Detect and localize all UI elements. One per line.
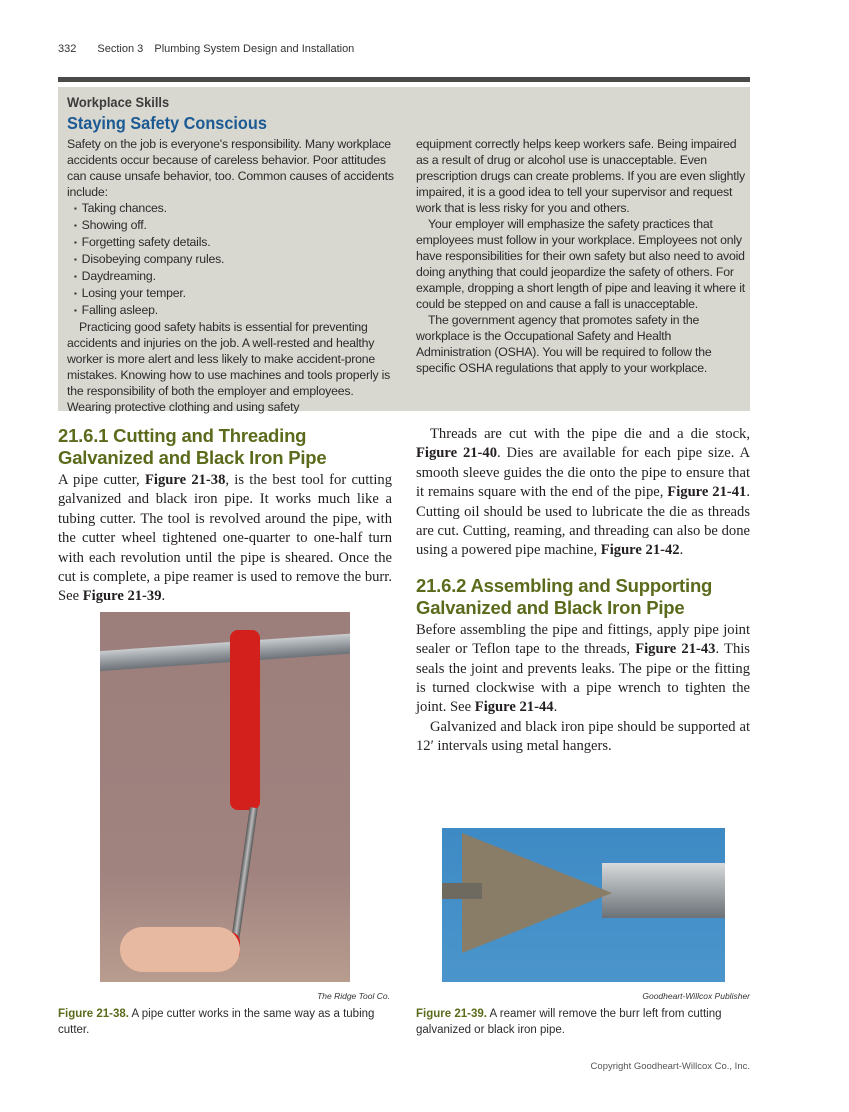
pipe-image [602,863,725,918]
pipe-cutter-photo [100,612,350,982]
figure-reference: Figure 21-40 [416,445,498,462]
figure-label: Figure 21-38. [58,1008,129,1020]
pipe-reamer-photo [442,828,725,982]
sidebar-kicker: Workplace Skills [67,94,170,110]
figure-label: Figure 21-39. [416,1008,487,1020]
section-label: Section 3 [97,43,144,55]
text-run: . [553,699,558,716]
figure-reference: Figure 21-38 [144,472,226,488]
text-run: Before assembling the pipe and fittings, apply pipe joint sealer or Teflon tape to the threads, [416,621,750,658]
sidebar-intro: Safety on the job is everyone's responsibility. Many workplace accidents occur because of careless behavior. Poor attitudes can cause unsafe behavior, too. Common causes of accidents include: [67,137,394,199]
section-heading-21-6-2 [416,575,750,619]
sidebar-column-left [67,136,397,415]
chapter-title: Plumbing System Design and Installation [154,43,355,55]
heading-line: Galvanized and Black Iron Pipe [58,447,327,468]
list-item: ▪ Losing your temper. [67,285,397,302]
sidebar-paragraph: equipment correctly helps keep workers safe. Being impaired as a result of drug or alcohol use is unacceptable. Even prescription drugs can create problems. If you are even slightly impaired, it is a good idea to tell your supervisor and request work that is less risky for you and others. [416,137,745,215]
sidebar-column-right [416,136,746,376]
header-rule [58,77,750,82]
text-run: , is the best tool for cutting galvanized and black iron pipe. It works much like a tubing cutter. The tool is revolved around the pipe, with the cutter wheel tightened one-quarter to one-half turn with each revolution until the pipe is sheared. Once the cut is complete, a pipe reamer is used to remove the burr. See [58,472,392,605]
reamer-cone-image [462,833,612,953]
body-paragraph [416,621,750,718]
right-column [416,425,750,757]
sidebar-title: Staying Safety Conscious [67,113,267,133]
text-run: . [161,588,166,605]
section-heading-21-6-1 [58,425,392,469]
figure-reference: Figure 21-44 [474,699,554,716]
text-run: Galvanized and black iron pipe should be supported at 12′ intervals using metal hangers. [416,718,750,755]
reamer-shaft-image [442,883,482,899]
list-item: ▪ Showing off. [67,217,397,234]
heading-line: 21.6.1 Cutting and Threading [58,425,307,446]
accident-causes-list [67,200,397,319]
text-run: . This seals the joint and prevents leaks. The pipe or the fitting is turned clockwise with a pipe wrench to tighten the joint. See [416,641,750,716]
caption-text: A pipe cutter works in the same way as a tubing cutter. [58,1008,375,1036]
text-run: . [679,542,684,559]
list-item: ▪ Daydreaming. [67,268,397,285]
photo-credit: The Ridge Tool Co. [317,991,390,1001]
text-run: . Cutting oil should be used to lubricate the die as threads are cut. Cutting, reaming, and threading can also be done using a powered pipe machine, [416,484,750,559]
figure-reference: Figure 21-41 [667,484,747,501]
figure-reference: Figure 21-43 [635,641,716,658]
body-paragraph [416,425,750,561]
figure-reference: Figure 21-39 [82,588,162,605]
workplace-skills-sidebar [58,87,750,414]
pipe-image [100,632,350,671]
running-header [58,43,372,55]
text-run: A pipe cutter, [58,472,145,488]
body-paragraph [416,718,750,757]
cutter-screw-image [230,807,257,947]
figure-reference: Figure 21-42 [600,542,680,559]
sidebar-paragraph: The government agency that promotes safety in the workplace is the Occupational Safety and Health Administration (OSHA). You will be required to follow the specific OSHA regulations that apply to your workplace. [416,313,712,375]
page-number: 332 [58,43,77,55]
body-paragraph [58,471,392,607]
cutter-body-image [230,630,260,810]
list-item: ▪ Falling asleep. [67,302,397,319]
list-item: ▪ Disobeying company rules. [67,251,397,268]
list-item: ▪ Taking chances. [67,200,397,217]
text-run: Threads are cut with the pipe die and a die stock, [430,426,750,442]
photo-credit: Goodheart-Willcox Publisher [642,991,750,1001]
figure-caption [58,1006,378,1038]
heading-line: Galvanized and Black Iron Pipe [416,596,685,618]
sidebar-paragraph: Your employer will emphasize the safety practices that employees must follow in your workplace. Employees not only have responsibilities for their own safety but also need to avoid doing anything that could jeopardize the safety of others. For example, dropping a short length of pipe and leaving it where it could be stepped on and cause a fall is unacceptable. [416,217,745,311]
sidebar-paragraph: Practicing good safety habits is essential for preventing accidents and injuries on the job. A well-rested and healthy worker is more alert and less likely to make accident-prone mistakes. Knowing how to use machines and tools properly is the responsibility of both the employer and employees. Wearing protective clothing and using safety [67,320,391,414]
heading-line: 21.6.2 Assembling and Supporting [416,574,713,596]
figure-caption [416,1006,752,1038]
left-column [58,425,392,607]
hand-image [120,927,240,972]
text-run: . Dies are available for each pipe size. A smooth sleeve guides the die onto the pipe to ensure that it remains square with the end of the pipe, [416,445,750,501]
list-item: ▪ Forgetting safety details. [67,234,397,251]
caption-text: A reamer will remove the burr left from cutting galvanized or black iron pipe. [416,1008,722,1036]
copyright-footer: Copyright Goodheart-Willcox Co., Inc. [590,1061,750,1072]
